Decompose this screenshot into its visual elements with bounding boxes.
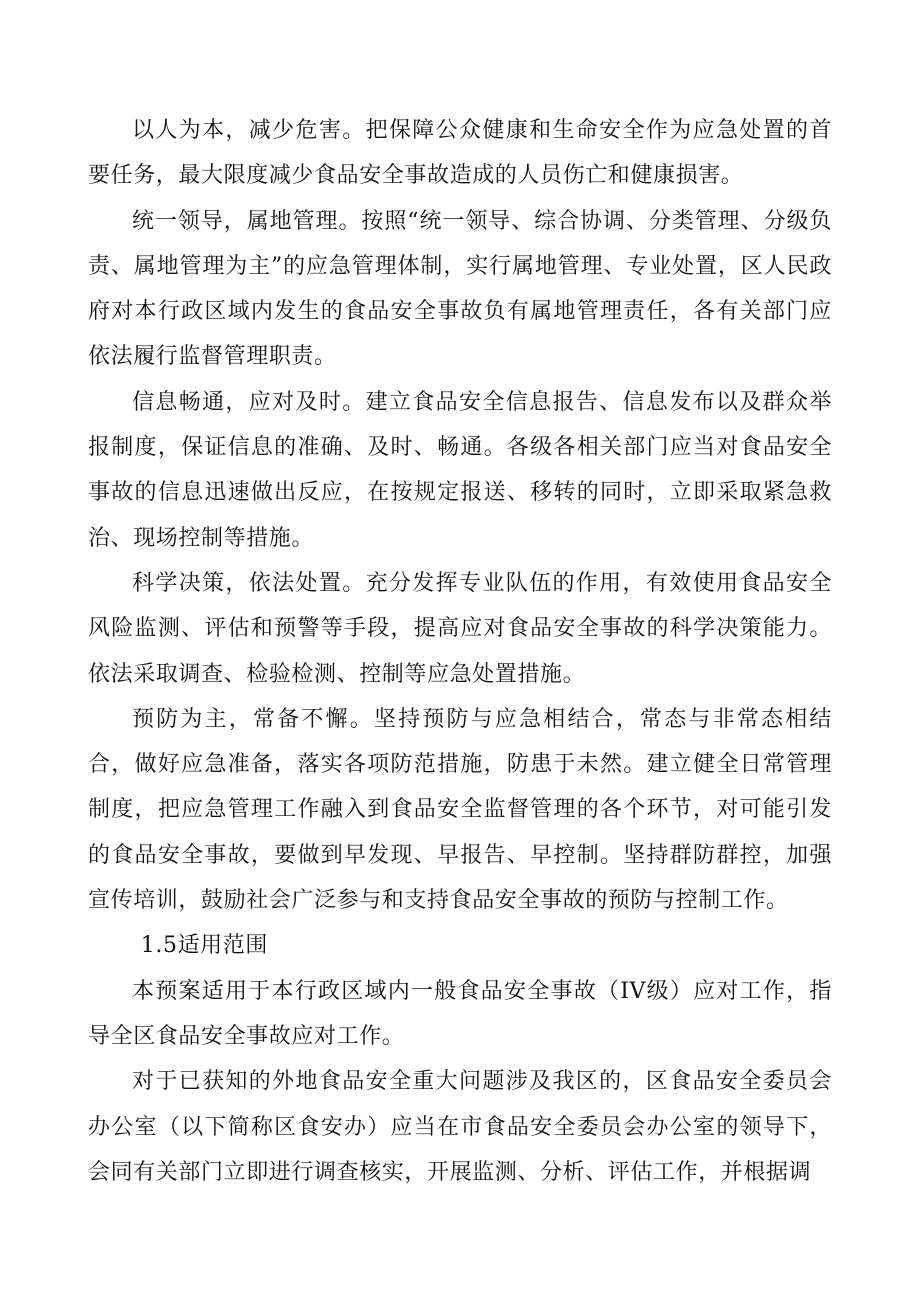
principle-scientific-decision-paragraph: 科学决策，依法处置。充分发挥专业队伍的作用，有效使用食品安全风险监测、评估和预警等手段，提高应对食品安全事故的科学决策能力。依法采取调查、检验检测、控制等应急处置措施。 [88,570,832,687]
section-heading-scope: 1.5适用范围 [140,933,268,959]
principle-prevention-paragraph: 预防为主，常备不懈。坚持预防与应急相结合，常态与非常态相结合，做好应急准备，落实各项防范措施，防患于未然。建立健全日常管理制度，把应急管理工作融入到食品安全监督管理的各个环节，对可能引发的食品安全事故，要做到早发现、早报告、早控制。坚持群防群控，加强宣传培训，鼓励社会广泛参与和支持食品安全事故的预防与控制工作。 [88,706,832,914]
principle-unified-leadership-paragraph: 统一领导，属地管理。按照“统一领导、综合协调、分类管理、分级负责、属地管理为主”的应急管理体制，实行属地管理、专业处置，区人民政府对本行政区域内发生的食品安全事故负有属地管理责任，各有关部门应依法履行监督管理职责。 [88,208,832,370]
scope-paragraph: 本预案适用于本行政区域内一般食品安全事故（IV级）应对工作，指导全区食品安全事故应对工作。 [88,978,832,1049]
principle-people-first-paragraph: 以人为本，减少危害。把保障公众健康和生命安全作为应急处置的首要任务，最大限度减少食品安全事故造成的人员伤亡和健康损害。 [88,118,832,189]
scope-external-paragraph: 对于已获知的外地食品安全重大问题涉及我区的，区食品安全委员会办公室（以下简称区食安办）应当在市食品安全委员会办公室的领导下，会同有关部门立即进行调查核实，开展监测、分析、评估工作，并根据调 [88,1069,832,1185]
document-body [88,108,832,1195]
principle-information-flow-paragraph: 信息畅通，应对及时。建立食品安全信息报告、信息发布以及群众举报制度，保证信息的准确、及时、畅通。各级各相关部门应当对食品安全事故的信息迅速做出反应，在按规定报送、移转的同时，立即采取紧急救治、现场控制等措施。 [88,389,832,551]
